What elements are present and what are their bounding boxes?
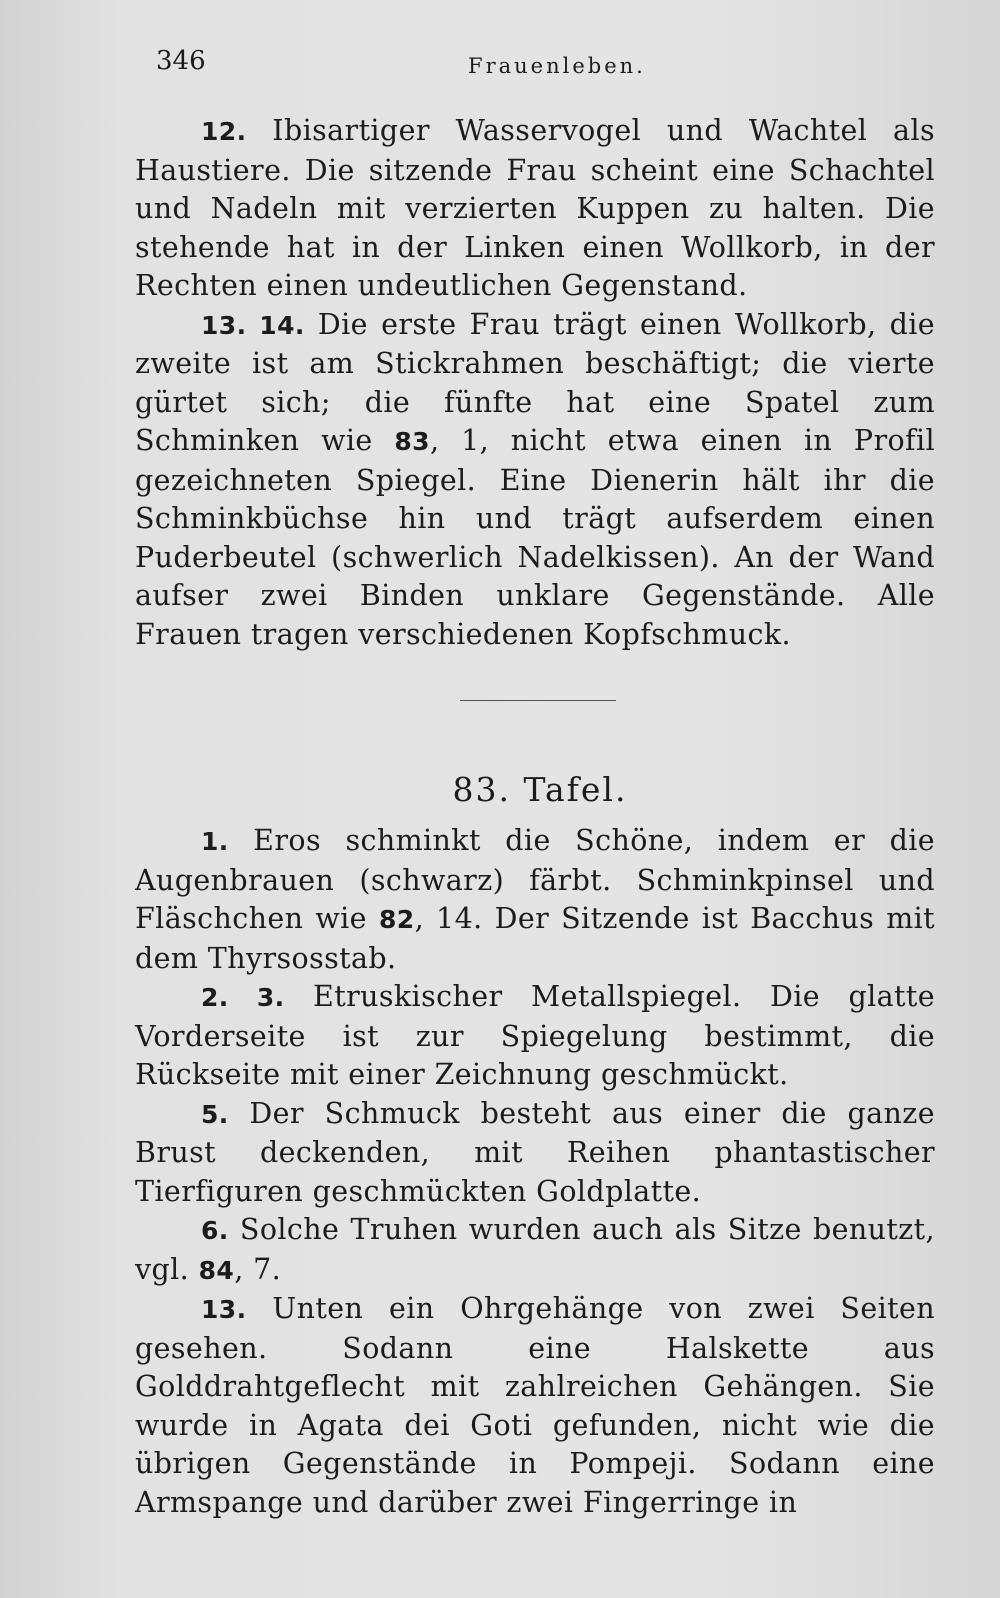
note-text: , 1, nicht etwa einen in Profil gezeichneten Spiegel. Eine Dienerin hält ihr die Schminkbüchse hin und trägt aufserdem einen Puderbeutel (schwerlich Nadelkissen). An der Wand aufser zwei Binden unklare Gegenstände. Alle Frauen tragen verschiedenen Kopfschmuck.: [135, 424, 935, 651]
plate-reference: 83: [394, 427, 430, 456]
note-text: Der Schmuck besteht aus einer die ganze Brust deckenden, mit Reihen phantastischer Tierfiguren geschmückten Goldplatte.: [135, 1096, 935, 1208]
note-paragraph: [135, 1290, 935, 1522]
note-paragraph: [135, 822, 935, 978]
page-header: [148, 46, 648, 86]
page-number: 346: [156, 46, 206, 76]
running-title: Frauenleben.: [468, 54, 646, 78]
note-text: Die erste Frau trägt einen Wollkorb, die zweite ist am Stickrahmen beschäftigt; die vierte gürtet sich; die fünfte hat eine Spatel zum Schminken wie: [135, 307, 936, 457]
plate-reference: 84: [198, 1255, 235, 1285]
note-text: Eros schminkt die Schöne, indem er die Augenbrauen (schwarz) färbt. Schminkpinsel und Fläschchen wie: [135, 824, 935, 935]
section-plate-82-notes: [135, 112, 935, 654]
plate-reference: 82: [378, 905, 415, 934]
note-paragraph: [135, 112, 935, 306]
note-text: Ibisartiger Wasservogel und Wachtel als Haustiere. Die sitzende Frau scheint eine Schachtel und Nadeln mit verzierten Kuppen zu halten. Die stehende hat in der Linken einen Wollkorb, in der Rechten einen undeutlichen Gegenstand.: [135, 114, 935, 302]
note-number: 1.: [201, 827, 229, 856]
note-number: 5.: [201, 1099, 229, 1129]
note-text: Unten ein Ohrgehänge von zwei Seiten gesehen. Sodann eine Halskette aus Golddrahtgeflecht mit zahlreichen Gehängen. Sie wurde in Agata dei Goti gefunden, nicht wie die übrigen Gegenstände in Pompeji. Sodann eine Armspange und darüber zwei Fingerringe in: [135, 1292, 935, 1519]
plate-heading: 83. Tafel.: [452, 770, 628, 809]
note-text: , 14. Der Sitzende ist Bacchus mit dem Thyrsosstab.: [135, 902, 935, 975]
note-number: 2. 3.: [201, 983, 285, 1012]
note-text: Solche Truhen wurden auch als Sitze benutzt, vgl.: [135, 1213, 935, 1286]
section-plate-83-notes: [135, 822, 935, 1522]
note-paragraph: [135, 1211, 935, 1290]
note-number: 12.: [201, 117, 247, 146]
note-text: Etruskischer Metallspiegel. Die glatte Vorderseite ist zur Spiegelung bestimmt, die Rückseite mit einer Zeichnung geschmückt.: [135, 980, 935, 1091]
note-text: , 7.: [234, 1252, 282, 1286]
note-paragraph: [135, 306, 935, 655]
note-number: 13. 14.: [201, 310, 305, 340]
note-number: 13.: [201, 1295, 247, 1324]
section-divider: [460, 700, 616, 701]
note-number: 6.: [201, 1216, 229, 1245]
note-paragraph: [135, 978, 935, 1095]
note-paragraph: [135, 1095, 935, 1212]
